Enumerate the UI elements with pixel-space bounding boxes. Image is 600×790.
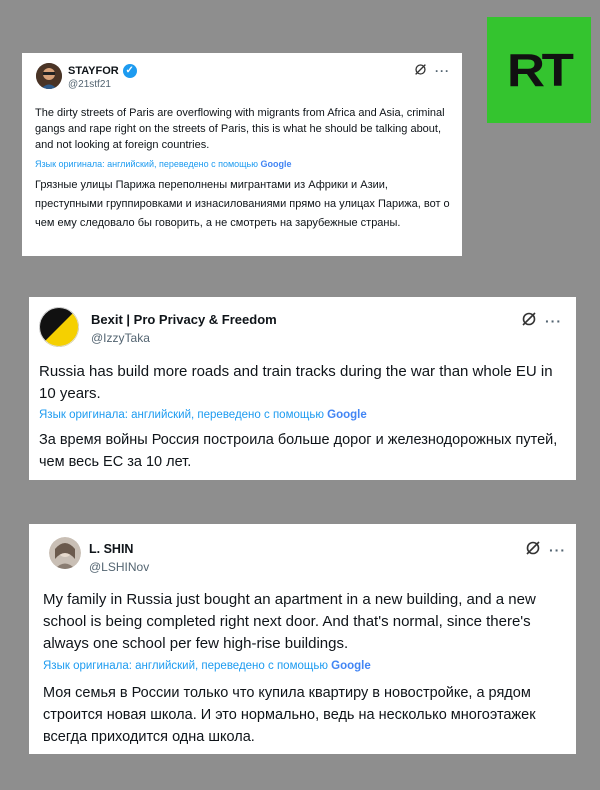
- author-handle[interactable]: @21stf21: [68, 79, 111, 90]
- slashed-circle-icon[interactable]: [525, 540, 541, 559]
- avatar[interactable]: [39, 307, 79, 347]
- tweet-text-translated: За время войны Россия построила больше дорог и железнодорожных путей, чем весь ЕС за 10 лет.: [39, 432, 558, 470]
- author-name[interactable]: [68, 64, 137, 78]
- author-handle[interactable]: @IzzyTaka: [91, 331, 150, 345]
- tweet-text-original: The dirty streets of Paris are overflowing with migrants from Africa and Asia, criminal gangs and rape right on the streets of Paris, this is what he should be talking about, and not looking at foreign countries.: [35, 107, 445, 151]
- slashed-circle-icon[interactable]: [414, 63, 427, 79]
- tweet-text-translated: Грязные улицы Парижа переполнены мигрантами из Африки и Азии, преступными группировками и изнасилованиями прямо на улицах Парижа, вот о чем ему следовало бы говорить, а не смотреть на зарубежные страны.: [35, 179, 450, 229]
- google-brand: Google: [331, 660, 371, 672]
- author-handle[interactable]: @LSHINov: [89, 560, 150, 574]
- more-options-button[interactable]: ···: [435, 64, 450, 78]
- tweet-card-bexit: [29, 297, 576, 480]
- author-name[interactable]: Bexit | Pro Privacy & Freedom: [91, 312, 277, 327]
- avatar[interactable]: [36, 63, 62, 89]
- google-brand: Google: [260, 159, 292, 169]
- verified-badge-icon: ✓: [123, 64, 137, 78]
- more-options-button[interactable]: ···: [549, 541, 566, 558]
- author-name[interactable]: L. SHIN: [89, 542, 134, 556]
- tweet-card-stayfor: [22, 53, 462, 256]
- tweet-text-translated: Моя семья в России только что купила квартиру в новостройке, а рядом строится новая школа. И это нормально, ведь на несколько многоэтажек всегда приходится одна школа.: [43, 685, 536, 745]
- more-options-button[interactable]: ···: [545, 312, 562, 329]
- author-name-text: STAYFOR: [68, 65, 119, 77]
- translation-note-text: Язык оригинала: английский, переведено с помощью: [43, 660, 328, 672]
- translation-note-text: Язык оригинала: английский, переведено с помощью: [35, 159, 259, 169]
- tweet-tools: [525, 540, 566, 559]
- translation-note-text: Язык оригинала: английский, переведено с помощью: [39, 409, 324, 421]
- rt-logo-text: RT: [507, 44, 571, 96]
- translation-note[interactable]: [43, 660, 371, 672]
- rt-logo: [487, 17, 591, 123]
- translation-note[interactable]: [39, 409, 367, 421]
- avatar[interactable]: [49, 537, 81, 569]
- translation-note[interactable]: [35, 159, 292, 169]
- tweet-tools: [414, 63, 450, 79]
- tweet-text-original: Russia has build more roads and train tracks during the war than whole EU in 10 years.: [39, 363, 553, 402]
- tweet-text-original: My family in Russia just bought an apartment in a new building, and a new school is being completed right next door. And that's normal, since there's always one school per few high-rise buildings.: [43, 591, 536, 652]
- tweet-tools: [521, 311, 562, 330]
- google-brand: Google: [327, 409, 367, 421]
- tweet-card-lshin: [29, 524, 576, 754]
- slashed-circle-icon[interactable]: [521, 311, 537, 330]
